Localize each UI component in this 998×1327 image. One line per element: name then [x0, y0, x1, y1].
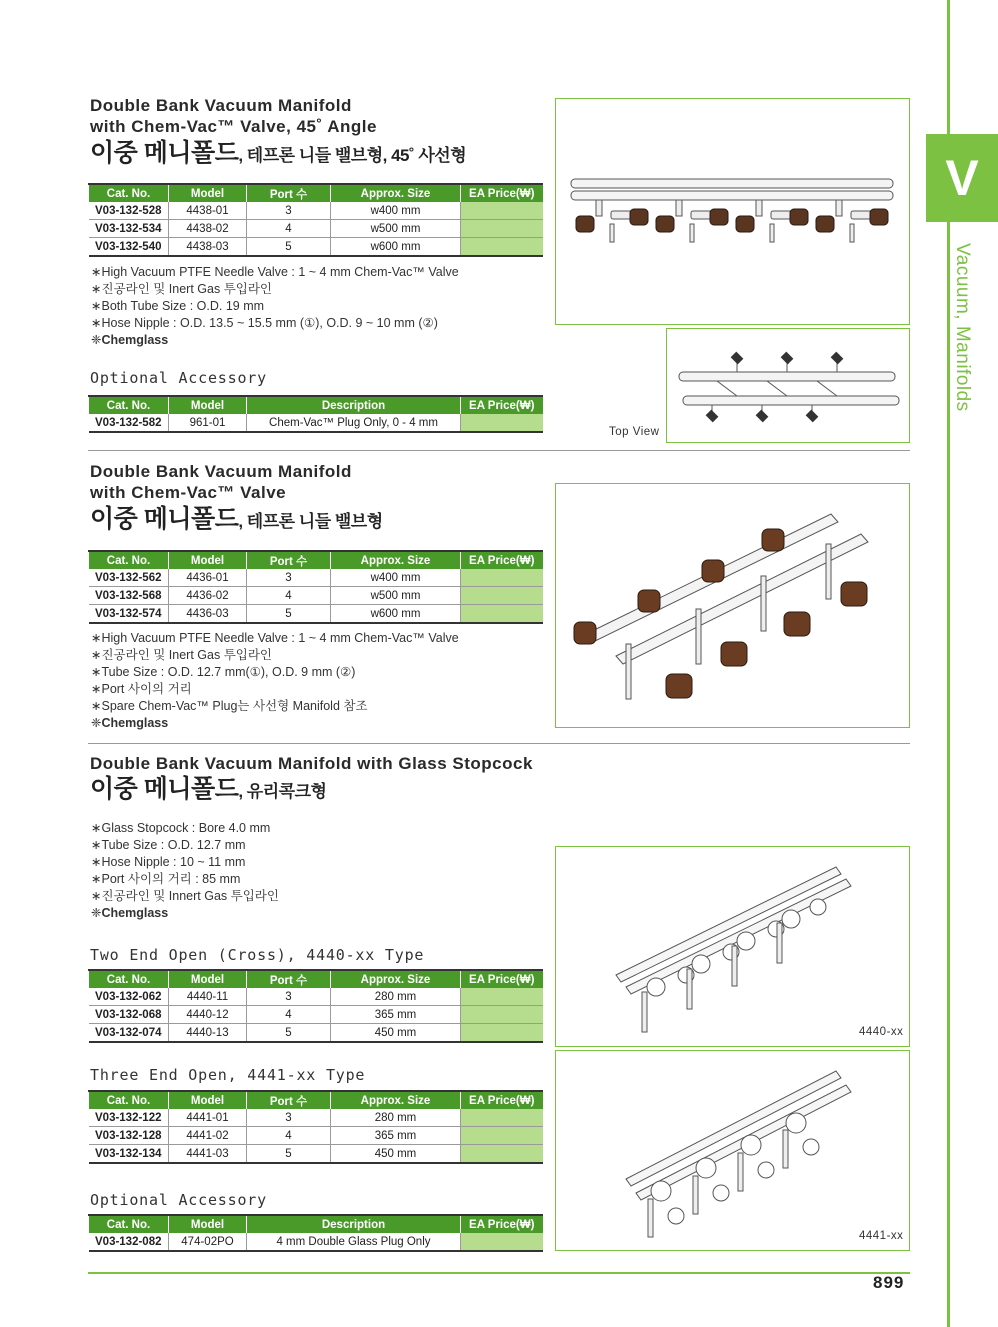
table-row: V03-132-122 4441-01 3 280 mm	[89, 1109, 543, 1127]
section3-accessory-title: Optional Accessory	[90, 1191, 267, 1209]
section3-title: Double Bank Vacuum Manifold with Glass Stopcock	[90, 754, 533, 773]
caption-4440: 4440-xx	[859, 1026, 904, 1038]
type-a-table: Cat. No. Model Port 수 Approx. Size EA Price(₩) V03-132-062 4440-11 3 280 mm V03-132-068 4440-12 4 365 mm V03-132-074 4440-13 5 450 mm	[88, 969, 543, 1043]
section3-kr-title: 이중 메니폴드, 유리콕크형	[90, 775, 327, 803]
section1-accessory-table: Cat. No. Model Description EA Price(₩) V03-132-582 961-01 Chem-Vac™ Plug Only, 0 - 4 mm	[88, 395, 543, 433]
table-row: V03-132-568 4436-02 4 w500 mm	[89, 587, 543, 605]
section1-accessory-title: Optional Accessory	[90, 369, 267, 387]
footer-line	[88, 1272, 910, 1274]
section2-kr-title: 이중 메니폴드, 테프론 니들 밸브형	[90, 505, 383, 533]
manifold-45-illustration	[556, 99, 909, 324]
section-tab-letter: V	[926, 134, 998, 222]
manifold-4441-image	[555, 1050, 910, 1251]
page-number: 899	[873, 1273, 905, 1292]
section1-kr-title: 이중 메니폴드, 테프론 니들 밸브형, 45˚ 사선형	[90, 139, 467, 167]
section3-notes: ∗ Glass Stopcock : Bore 4.0 mm ∗ Tube Size : O.D. 12.7 mm ∗ Hose Nipple : 10 ~ 11 mm ∗ Port 사이의 거리 : 85 mm ∗ 진공라인 및 Innert Gas 투입라인 ❈ Chemglass	[91, 820, 279, 922]
section3-accessory-table: Cat. No. Model Description EA Price(₩) V03-132-082 474-02PO 4 mm Double Glass Plug Only	[88, 1214, 543, 1252]
manifold-45-angle-image	[555, 98, 910, 325]
manifold-4440-image	[555, 846, 910, 1047]
caption-4441: 4441-xx	[859, 1230, 904, 1242]
manifold-top-view-image	[666, 328, 910, 443]
table-row: V03-132-128 4441-02 4 365 mm	[89, 1127, 543, 1145]
section-divider	[88, 743, 910, 744]
manifold-chemvac-illustration	[556, 484, 909, 727]
type-b-table: Cat. No. Model Port 수 Approx. Size EA Price(₩) V03-132-122 4441-01 3 280 mm V03-132-128 4441-02 4 365 mm V03-132-134 4441-03 5 450 mm	[88, 1090, 543, 1164]
manifold-4441-illustration	[556, 1051, 909, 1250]
table-row: V03-132-534 4438-02 4 w500 mm	[89, 220, 543, 238]
section1-title: Double Bank Vacuum Manifold with Chem-Vac™ Valve, 45˚ Angle	[90, 96, 377, 136]
table-row: V03-132-562 4436-01 3 w400 mm	[89, 569, 543, 587]
section2-notes: ∗ High Vacuum PTFE Needle Valve : 1 ~ 4 mm Chem-Vac™ Valve ∗ 진공라인 및 Inert Gas 투입라인 ∗ Tube Size : O.D. 12.7 mm(①), O.D. 9 mm (②) ∗ Port 사이의 거리 ∗ Spare Chem-Vac™ Plug는 사선형 Manifold 참조 ❈ Chemglass	[91, 630, 459, 732]
table-row: V03-132-062 4440-11 3 280 mm	[89, 988, 543, 1006]
table-row: V03-132-574 4436-03 5 w600 mm	[89, 605, 543, 624]
section2-table: Cat. No. Model Port 수 Approx. Size EA Price(₩) V03-132-562 4436-01 3 w400 mm V03-132-568 4436-02 4 w500 mm V03-132-574 4436-03 5 w600 mm	[88, 550, 543, 624]
manifold-4440-illustration	[556, 847, 909, 1046]
table-row: V03-132-134 4441-03 5 450 mm	[89, 1145, 543, 1164]
section1-table: Cat. No. Model Port 수 Approx. Size EA Price(₩) V03-132-528 4438-01 3 w400 mm V03-132-534 4438-02 4 w500 mm V03-132-540 4438-03 5 w600 mm	[88, 183, 543, 257]
type-a-title: Two End Open (Cross), 4440-xx Type	[90, 946, 425, 964]
table-row: V03-132-074 4440-13 5 450 mm	[89, 1024, 543, 1043]
table-row: V03-132-582 961-01 Chem-Vac™ Plug Only, 0 - 4 mm	[89, 414, 543, 432]
type-b-title: Three End Open, 4441-xx Type	[90, 1066, 366, 1084]
manifold-top-view-illustration	[667, 329, 909, 442]
table-row: V03-132-068 4440-12 4 365 mm	[89, 1006, 543, 1024]
table-row: V03-132-540 4438-03 5 w600 mm	[89, 238, 543, 257]
section-divider	[88, 450, 910, 451]
top-view-caption: Top View	[609, 426, 660, 438]
manifold-chemvac-image	[555, 483, 910, 728]
table-row: V03-132-528 4438-01 3 w400 mm	[89, 202, 543, 220]
section1-notes: ∗ High Vacuum PTFE Needle Valve : 1 ~ 4 mm Chem-Vac™ Valve ∗ 진공라인 및 Inert Gas 투입라인 ∗ Both Tube Size : O.D. 19 mm ∗ Hose Nipple : O.D. 13.5 ~ 15.5 mm (①), O.D. 9 ~ 10 mm (②) ❈ Chemglass	[91, 264, 459, 349]
table-row: V03-132-082 474-02PO 4 mm Double Glass Plug Only	[89, 1233, 543, 1251]
section2-title: Double Bank Vacuum Manifold with Chem-Vac™ Valve	[90, 462, 352, 502]
section-tab-category: Vacuum, Manifolds	[952, 243, 973, 412]
